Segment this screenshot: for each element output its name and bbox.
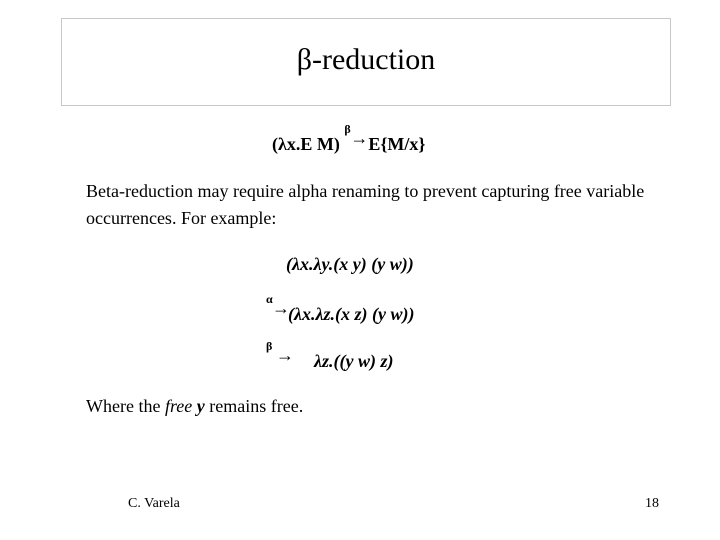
- title-box: [61, 18, 671, 106]
- paragraph: Beta-reduction may require alpha renaming to prevent capturing free variable occurrences. For example:: [86, 181, 645, 228]
- conclusion-var: y: [196, 396, 205, 416]
- beta-step-arrow-label: β: [266, 339, 273, 353]
- conclusion: [86, 396, 303, 417]
- alpha-step-expr: (λx.λz.(x z) (y w)): [288, 304, 415, 324]
- beta-arrow: [344, 122, 369, 150]
- conclusion-free-word: free: [164, 396, 193, 416]
- footer-author: C. Varela: [128, 496, 180, 511]
- example-expression: (λx.λy.(x y) (y w)): [286, 254, 414, 274]
- slide-title: β-reduction: [296, 43, 436, 76]
- conclusion-prefix: Where the: [86, 396, 165, 416]
- beta-rule: [272, 122, 426, 155]
- rule-rhs: E{M/x}: [368, 134, 426, 154]
- rule-lhs: (λx.E M): [272, 134, 340, 154]
- alpha-arrow-label: α: [266, 292, 273, 306]
- alpha-arrow: [266, 292, 290, 320]
- alpha-arrow-symbol: →: [272, 298, 290, 318]
- beta-step-arrow-symbol: →: [276, 345, 294, 365]
- alpha-step: [266, 292, 415, 325]
- beta-arrow-label: β: [344, 122, 351, 136]
- beta-step-expr: λz.((y w) z): [314, 351, 394, 371]
- beta-arrow-symbol: →: [350, 128, 369, 148]
- beta-step: [266, 339, 394, 372]
- conclusion-suffix: remains free.: [204, 396, 304, 416]
- page-number: 18: [645, 496, 659, 511]
- beta-step-arrow: [266, 339, 314, 367]
